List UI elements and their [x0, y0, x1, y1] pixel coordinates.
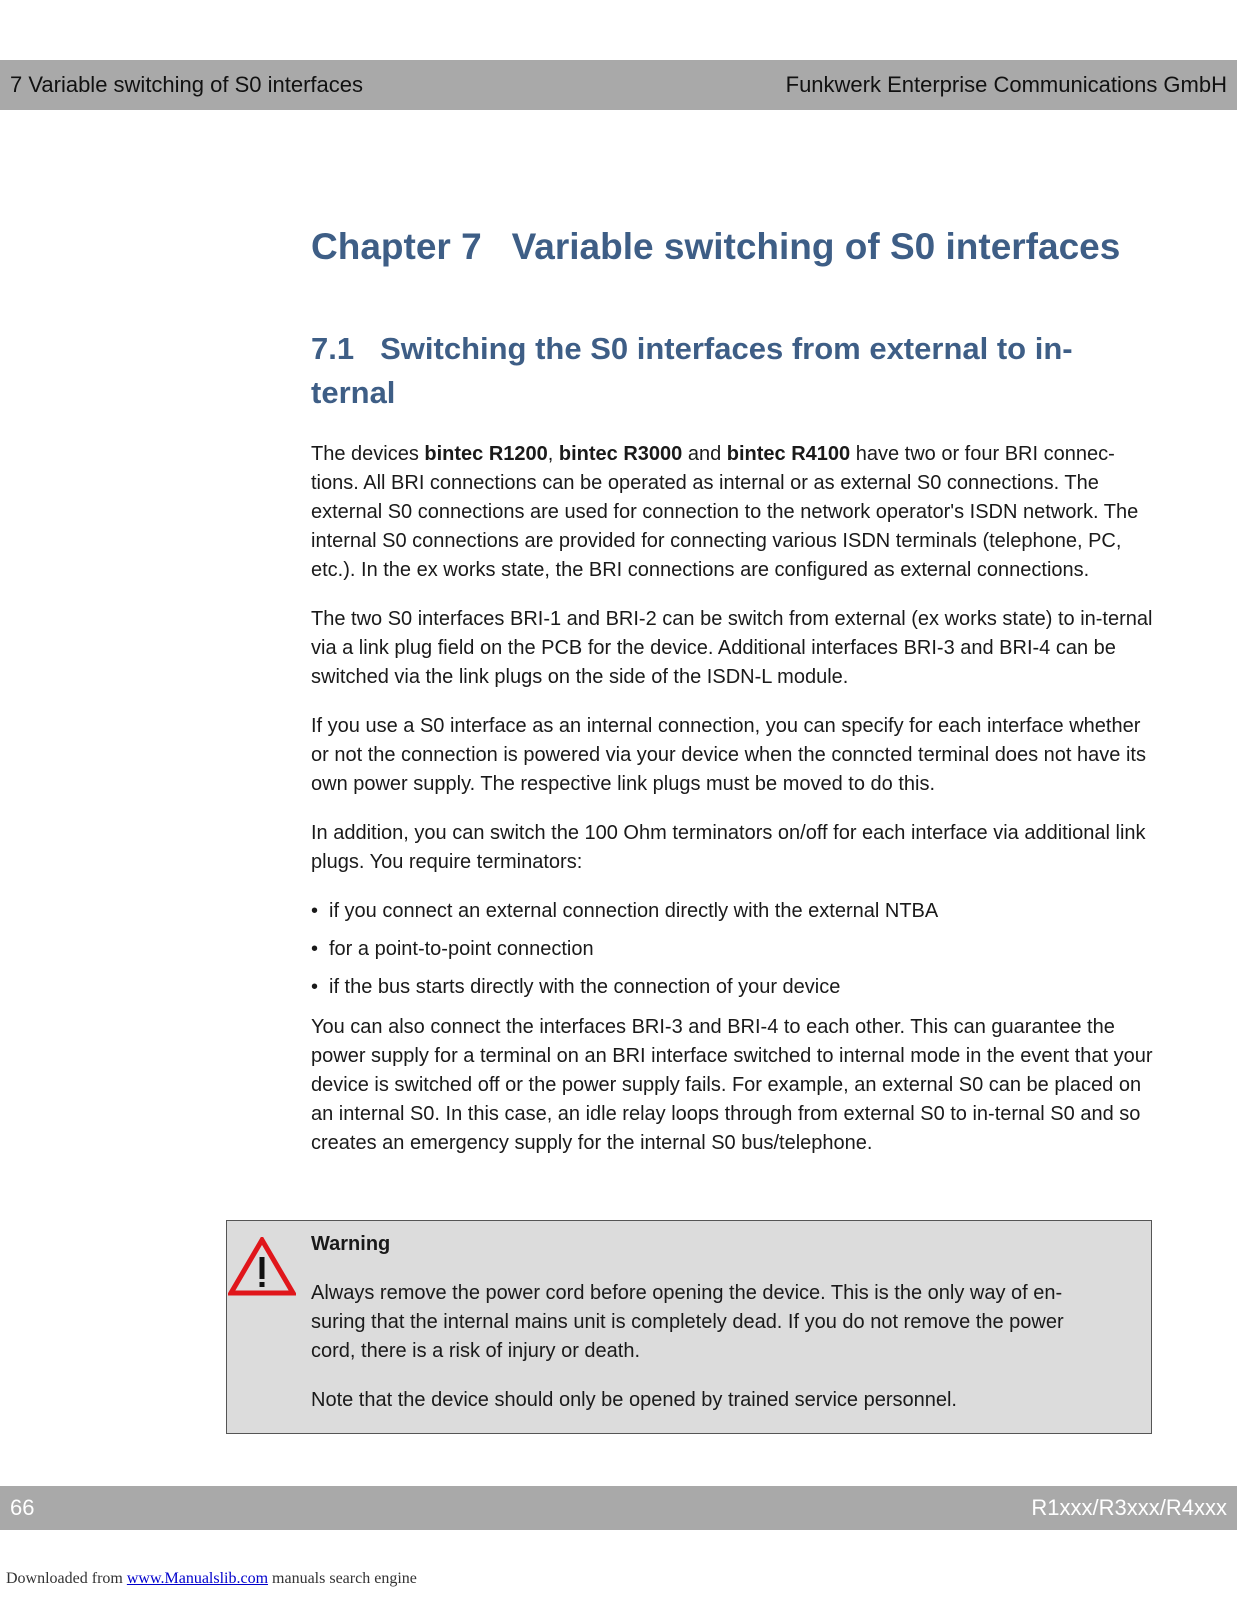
header-company-label: Funkwerk Enterprise Communications GmbH [785, 72, 1227, 97]
header-chapter-label: 7 Variable switching of S0 interfaces [10, 72, 363, 97]
section-number: 7.1 [311, 331, 355, 366]
body-paragraph: In addition, you can switch the 100 Ohm terminators on/off for each interface via additional link plugs. You require terminators: [311, 822, 1146, 873]
bullet-icon: • [311, 900, 319, 922]
section-title [311, 327, 1151, 415]
list-item: • for a point-to-point connection [311, 935, 1153, 964]
intro-paragraph: The devices bintec R1200, bintec R3000 and bintec R4100 have two or four BRI connec-tions. All BRI connections can be operated as internal or as external S0 connections. The external S0 connections are used for connection to the network operator's ISDN network. The internal S0 connections are provided for connecting various ISDN terminals (telephone, PC, etc.). In the ex works state, the BRI connections are configured as external connections. [311, 443, 1139, 581]
warning-text [311, 1230, 1111, 1435]
device-name: bintec R4100 [726, 443, 851, 465]
running-header [0, 60, 1237, 110]
list-item: • if the bus starts directly with the connection of your device [311, 973, 1153, 1002]
body-content [311, 440, 1153, 1178]
model-label: R1xxx/R3xxx/R4xxx [1031, 1495, 1227, 1520]
manualslib-link[interactable]: www.Manualslib.com [126, 1570, 269, 1587]
terminator-list [311, 897, 1153, 1002]
body-paragraph: You can also connect the interfaces BRI-3 and BRI-4 to each other. This can guarantee the power supply for a terminal on an BRI interface switched to internal mode in the event that your device is switched off or the power supply fails. For example, an external S0 can be placed on an internal S0. In this case, an idle relay loops through from external S0 to in-ternal S0 and so creates an emergency supply for the internal S0 bus/telephone. [311, 1016, 1153, 1154]
warning-paragraph: Always remove the power cord before opening the device. This is the only way of en-suring that the internal mains unit is completely dead. If you do not remove the power cord, there is a risk of injury or death. [311, 1282, 1064, 1362]
running-footer [0, 1486, 1237, 1530]
warning-paragraph: Note that the device should only be opened by trained service personnel. [311, 1389, 957, 1411]
chapter-name: Variable switching of S0 interfaces [511, 226, 1121, 267]
warning-triangle-icon [228, 1237, 296, 1297]
page-number: 66 [10, 1495, 35, 1520]
bullet-icon: • [311, 976, 319, 998]
download-notice: Downloaded from www.Manualslib.com manuals search engine [6, 1570, 417, 1587]
list-item: • if you connect an external connection directly with the external NTBA [311, 897, 1153, 926]
body-paragraph: The two S0 interfaces BRI-1 and BRI-2 can be switch from external (ex works state) to in-ternal via a link plug field on the PCB for the device. Additional interfaces BRI-3 and BRI-4 can be switched via the link plugs on the side of the ISDN-L module. [311, 608, 1153, 688]
warning-box [226, 1220, 1152, 1434]
warning-title: Warning [311, 1233, 391, 1255]
bullet-icon: • [311, 938, 319, 960]
section-name: Switching the S0 interfaces from external to in-ternal [311, 331, 1073, 410]
device-name: bintec R3000 [558, 443, 683, 465]
chapter-title [311, 226, 1120, 268]
chapter-number: Chapter 7 [311, 226, 482, 267]
device-name: bintec R1200 [424, 443, 548, 465]
body-paragraph: If you use a S0 interface as an internal connection, you can specify for each interface whether or not the connection is powered via your device when the conncted terminal does not have its own power supply. The respective link plugs must be moved to do this. [311, 715, 1146, 795]
